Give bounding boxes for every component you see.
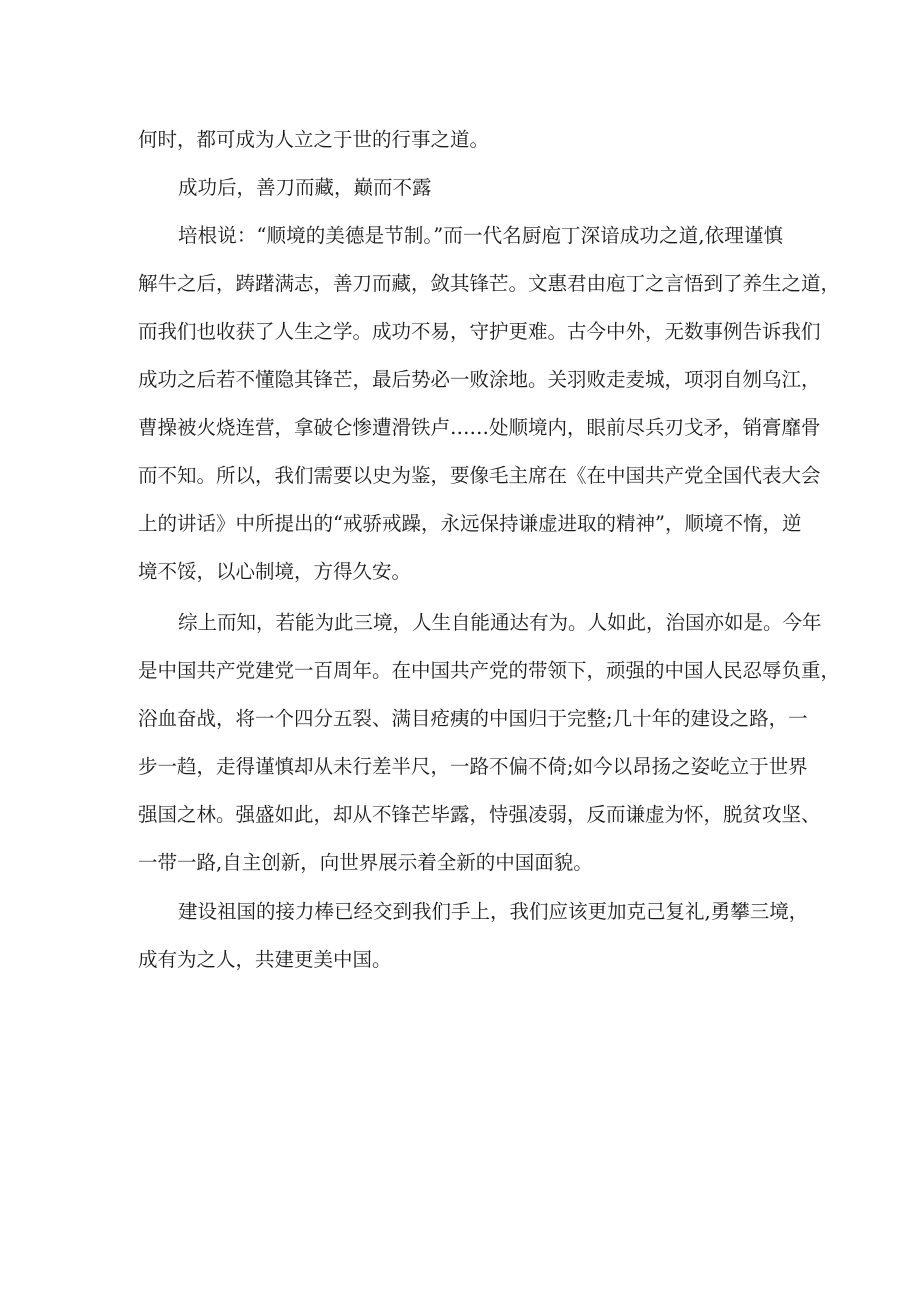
paragraph-line: 建设祖国的接力棒已经交到我们手上，我们应该更加克己复礼,勇攀三境，	[178, 900, 809, 923]
paragraph-line: 上的讲话》中所提出的“戒骄戒躁，永远保持谦虚进取的精神”，顺境不惰，逆	[138, 512, 802, 535]
paragraph-line: 曹操被火烧连营，拿破仑惨遭滑铁卢……处顺境内，眼前尽兵刃戈矛，销膏靡骨	[138, 416, 821, 439]
paragraph-line: 何时，都可成为人立之于世的行事之道。	[138, 128, 490, 151]
paragraph-line: 一带一路,自主创新，向世界展示着全新的中国面貌。	[138, 851, 593, 874]
paragraph-line: 培根说：“顺境的美德是节制。”而一代名厨庖丁深谙成功之道,依理谨慎	[178, 224, 783, 247]
paragraph-line: 成功之后若不懂隐其锋芒，最后势必一败涂地。关羽败走麦城，项羽自刎乌江，	[138, 368, 821, 391]
document-body	[138, 0, 841, 1301]
section-heading: 成功后，善刀而藏，巅而不露	[178, 176, 432, 199]
paragraph-line: 浴血奋战，将一个四分五裂、满目疮痍的中国归于完整;几十年的建设之路，一	[138, 707, 808, 730]
paragraph-line: 境不馁，以心制境，方得久安。	[138, 560, 412, 583]
paragraph-line: 而我们也收获了人生之学。成功不易，守护更难。古今中外，无数事例告诉我们	[138, 320, 821, 343]
paragraph-line: 是中国共产党建党一百周年。在中国共产党的带领下，顽强的中国人民忍辱负重，	[138, 659, 841, 682]
paragraph-line: 综上而知，若能为此三境，人生自能通达有为。人如此，治国亦如是。今年	[178, 611, 822, 634]
paragraph-line: 成有为之人，共建更美中国。	[138, 948, 392, 971]
paragraph-line: 而不知。所以，我们需要以史为鉴，要像毛主席在《在中国共产党全国代表大会	[138, 464, 821, 487]
paragraph-line: 步一趋，走得谨慎却从未行差半尺，一路不偏不倚;如今以昂扬之姿屹立于世界	[138, 755, 808, 778]
paragraph-line: 强国之林。强盛如此，却从不锋芒毕露，恃强凌弱，反而谦虚为怀，脱贫攻坚、	[138, 803, 821, 826]
paragraph-line: 解牛之后，踌躇满志，善刀而藏，敛其锋芒。文惠君由庖丁之言悟到了养生之道，	[138, 272, 841, 295]
